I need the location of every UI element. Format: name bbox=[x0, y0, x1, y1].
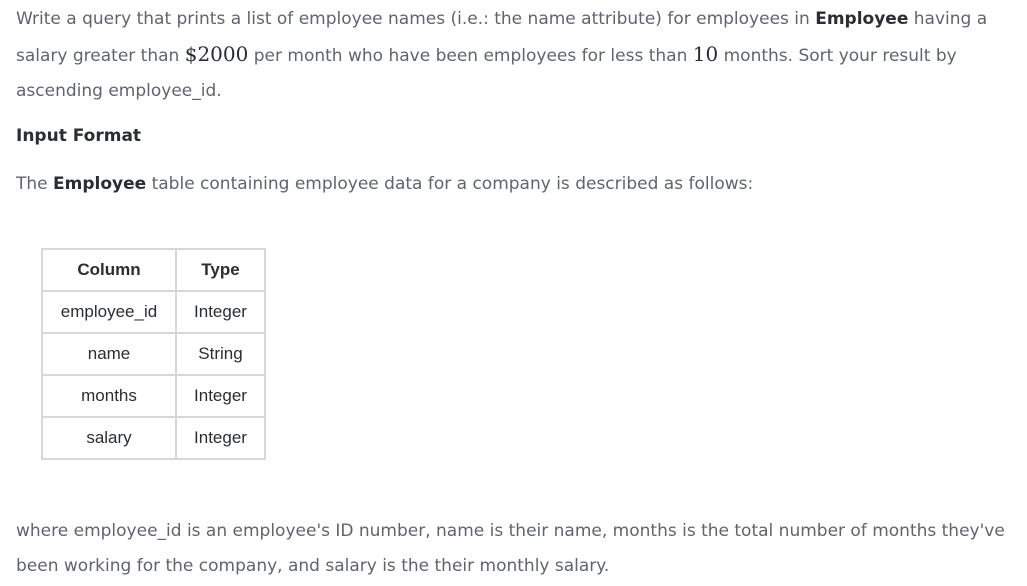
schema-table-wrapper bbox=[41, 248, 266, 460]
employee-schema-table bbox=[41, 248, 266, 460]
table-header-row bbox=[42, 249, 265, 291]
column-cell: months bbox=[42, 375, 176, 417]
months-threshold: 10 bbox=[692, 42, 719, 66]
column-explanation: where employee_id is an employee's ID number, name is their name, months is the total number of months they've been working for the company, and salary is the their monthly salary. bbox=[16, 521, 1005, 576]
type-cell: Integer bbox=[176, 417, 265, 459]
column-cell: employee_id bbox=[42, 291, 176, 333]
type-header: Type bbox=[176, 249, 265, 291]
table-row bbox=[42, 291, 265, 333]
employee-table-name: Employee bbox=[815, 9, 909, 29]
input-format-heading-text: Input Format bbox=[16, 126, 142, 146]
table-row bbox=[42, 375, 265, 417]
task-text-3: per month who have been employees for less than bbox=[248, 46, 693, 66]
table-row bbox=[42, 417, 265, 459]
input-text-2: table containing employee data for a company is described as follows: bbox=[146, 174, 754, 194]
input-table-name: Employee bbox=[53, 174, 147, 194]
column-cell: name bbox=[42, 333, 176, 375]
task-description bbox=[16, 2, 1016, 109]
column-header: Column bbox=[42, 249, 176, 291]
task-text-2: having a salary greater than bbox=[16, 9, 988, 66]
type-cell: String bbox=[176, 333, 265, 375]
input-format-heading bbox=[16, 119, 141, 154]
type-cell: Integer bbox=[176, 375, 265, 417]
salary-threshold: $2000 bbox=[184, 42, 249, 66]
type-cell: Integer bbox=[176, 291, 265, 333]
input-format-description bbox=[16, 167, 753, 202]
input-text-1: The bbox=[16, 174, 54, 194]
table-row bbox=[42, 333, 265, 375]
task-text-4: months. Sort your result by ascending employee_id. bbox=[16, 46, 957, 101]
task-text-1: Write a query that prints a list of employee names (i.e.: the name attribute) for employees in bbox=[16, 9, 816, 29]
column-cell: salary bbox=[42, 417, 176, 459]
